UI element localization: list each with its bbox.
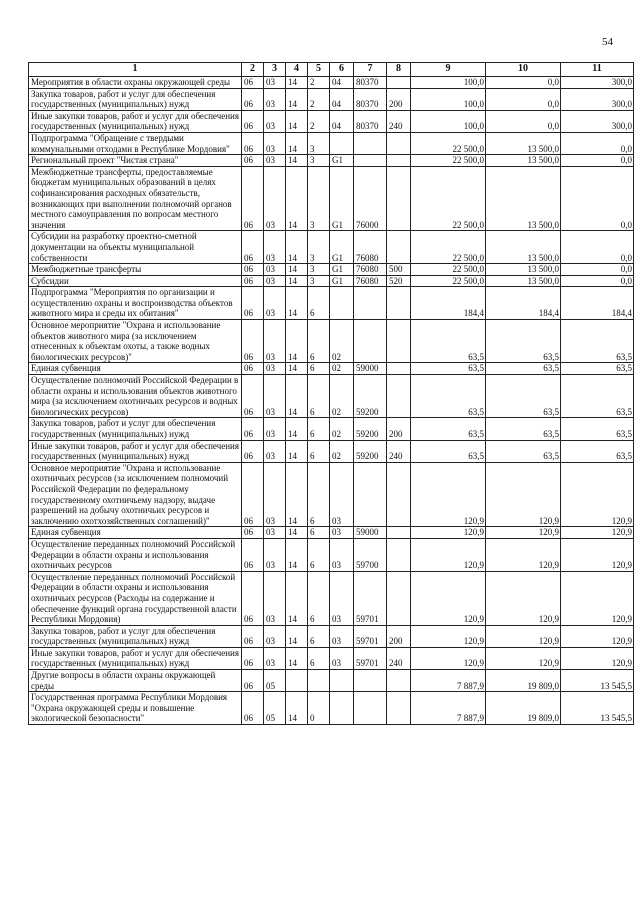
cell-name: Другие вопросы в области охраны окружающей среды — [29, 670, 242, 692]
cell-name: Единая субвенция — [29, 527, 242, 539]
cell-subsection: 03 — [264, 538, 286, 571]
cell-name: Региональный проект "Чистая страна" — [29, 155, 242, 167]
table-row — [29, 647, 634, 669]
cell-amount-3: 0,0 — [561, 264, 634, 276]
cell-amount-2: 13 500,0 — [486, 275, 561, 287]
cell-section: 06 — [242, 77, 264, 89]
cell-section: 06 — [242, 538, 264, 571]
cell-activity: 04 — [330, 88, 354, 110]
table-row — [29, 287, 634, 320]
table-row — [29, 462, 634, 527]
cell-direction: 59701 — [354, 571, 387, 625]
table-row — [29, 231, 634, 264]
cell-section: 06 — [242, 625, 264, 647]
cell-amount-3: 13 545,5 — [561, 692, 634, 725]
cell-subprogram: 6 — [308, 287, 330, 320]
cell-amount-1: 22 500,0 — [411, 231, 486, 264]
cell-direction: 80370 — [354, 77, 387, 89]
cell-subprogram: 6 — [308, 625, 330, 647]
cell-subprogram: 6 — [308, 462, 330, 527]
column-header: 9 — [411, 63, 486, 77]
cell-name: Основное мероприятие "Охрана и использование охотничьих ресурсов (за исключением полномочий Российской Федерации по федеральному государственному охотничьему надзору, выдаче разрешений на добычу охотничьих ресурсов и заключению охотхозяйственных соглашений)" — [29, 462, 242, 527]
cell-program: 14 — [286, 320, 308, 363]
cell-amount-1: 7 887,9 — [411, 692, 486, 725]
cell-program: 14 — [286, 77, 308, 89]
cell-amount-3: 63,5 — [561, 418, 634, 440]
cell-section: 06 — [242, 166, 264, 231]
cell-subprogram: 6 — [308, 363, 330, 375]
cell-subprogram: 6 — [308, 647, 330, 669]
column-header: 6 — [330, 63, 354, 77]
cell-program: 14 — [286, 363, 308, 375]
cell-expense-type — [387, 77, 411, 89]
cell-direction — [354, 132, 387, 154]
cell-program — [286, 670, 308, 692]
cell-subsection: 03 — [264, 166, 286, 231]
cell-name: Межбюджетные трансферты, предоставляемые бюджетам муниципальных образований в целях софинансирования расходных обязательств, возникающих при выполнении полномочий органов местного самоуправления по вопросам местного значения — [29, 166, 242, 231]
cell-amount-1: 120,9 — [411, 647, 486, 669]
cell-expense-type — [387, 155, 411, 167]
cell-expense-type: 240 — [387, 110, 411, 132]
table-row — [29, 538, 634, 571]
table-row — [29, 155, 634, 167]
cell-subprogram: 3 — [308, 132, 330, 154]
cell-amount-2: 63,5 — [486, 375, 561, 418]
cell-section: 06 — [242, 462, 264, 527]
cell-subprogram: 2 — [308, 77, 330, 89]
cell-name: Субсидии на разработку проектно-сметной документации на объекты муниципальной собственности — [29, 231, 242, 264]
cell-amount-2: 13 500,0 — [486, 155, 561, 167]
cell-subsection: 03 — [264, 625, 286, 647]
cell-amount-3: 13 545,5 — [561, 670, 634, 692]
cell-program: 14 — [286, 538, 308, 571]
cell-amount-1: 120,9 — [411, 538, 486, 571]
table-row — [29, 166, 634, 231]
cell-section: 06 — [242, 231, 264, 264]
cell-section: 06 — [242, 418, 264, 440]
cell-amount-2: 0,0 — [486, 110, 561, 132]
cell-amount-2: 13 500,0 — [486, 166, 561, 231]
cell-activity: G1 — [330, 231, 354, 264]
cell-amount-3: 120,9 — [561, 462, 634, 527]
cell-program: 14 — [286, 527, 308, 539]
cell-activity: 03 — [330, 647, 354, 669]
cell-expense-type: 200 — [387, 88, 411, 110]
cell-direction — [354, 155, 387, 167]
cell-amount-2: 120,9 — [486, 625, 561, 647]
cell-direction — [354, 462, 387, 527]
cell-expense-type: 500 — [387, 264, 411, 276]
cell-amount-3: 0,0 — [561, 155, 634, 167]
table-row — [29, 625, 634, 647]
cell-name: Единая субвенция — [29, 363, 242, 375]
cell-amount-1: 63,5 — [411, 375, 486, 418]
cell-subsection: 03 — [264, 571, 286, 625]
cell-amount-2: 63,5 — [486, 418, 561, 440]
cell-amount-2: 63,5 — [486, 320, 561, 363]
cell-activity: 03 — [330, 625, 354, 647]
cell-activity: 02 — [330, 418, 354, 440]
cell-direction: 80370 — [354, 110, 387, 132]
column-header: 2 — [242, 63, 264, 77]
cell-activity: 03 — [330, 527, 354, 539]
cell-program: 14 — [286, 166, 308, 231]
cell-amount-2: 120,9 — [486, 538, 561, 571]
cell-expense-type — [387, 363, 411, 375]
cell-program: 14 — [286, 625, 308, 647]
cell-section: 06 — [242, 527, 264, 539]
table-row — [29, 692, 634, 725]
cell-amount-3: 120,9 — [561, 625, 634, 647]
cell-amount-3: 120,9 — [561, 538, 634, 571]
table-body — [29, 77, 634, 725]
cell-amount-3: 0,0 — [561, 231, 634, 264]
cell-name: Закупка товаров, работ и услуг для обеспечения государственных (муниципальных) нужд — [29, 625, 242, 647]
cell-expense-type — [387, 375, 411, 418]
cell-subprogram: 6 — [308, 440, 330, 462]
cell-section: 06 — [242, 132, 264, 154]
cell-amount-3: 0,0 — [561, 132, 634, 154]
cell-amount-2: 0,0 — [486, 88, 561, 110]
cell-subsection: 03 — [264, 440, 286, 462]
cell-name: Государственная программа Республики Мордовия "Охрана окружающей среды и повышение экологической безопасности" — [29, 692, 242, 725]
cell-program: 14 — [286, 231, 308, 264]
cell-expense-type — [387, 231, 411, 264]
cell-amount-1: 120,9 — [411, 527, 486, 539]
cell-expense-type: 240 — [387, 440, 411, 462]
cell-amount-1: 100,0 — [411, 88, 486, 110]
cell-program: 14 — [286, 375, 308, 418]
cell-amount-1: 63,5 — [411, 320, 486, 363]
cell-amount-3: 120,9 — [561, 571, 634, 625]
cell-amount-1: 100,0 — [411, 110, 486, 132]
cell-subprogram: 6 — [308, 320, 330, 363]
cell-amount-2: 120,9 — [486, 647, 561, 669]
cell-section: 06 — [242, 440, 264, 462]
column-header: 8 — [387, 63, 411, 77]
cell-program: 14 — [286, 462, 308, 527]
cell-amount-1: 120,9 — [411, 462, 486, 527]
cell-activity — [330, 692, 354, 725]
cell-amount-3: 120,9 — [561, 527, 634, 539]
cell-direction: 59700 — [354, 538, 387, 571]
cell-expense-type — [387, 670, 411, 692]
column-header: 5 — [308, 63, 330, 77]
table-row — [29, 320, 634, 363]
cell-subprogram: 2 — [308, 88, 330, 110]
cell-subsection: 03 — [264, 275, 286, 287]
cell-subprogram: 0 — [308, 692, 330, 725]
cell-amount-2: 120,9 — [486, 571, 561, 625]
cell-section: 06 — [242, 692, 264, 725]
cell-section: 06 — [242, 571, 264, 625]
column-header: 1 — [29, 63, 242, 77]
table-row — [29, 110, 634, 132]
cell-expense-type — [387, 462, 411, 527]
cell-amount-3: 300,0 — [561, 110, 634, 132]
cell-name: Субсидии — [29, 275, 242, 287]
cell-amount-1: 120,9 — [411, 571, 486, 625]
cell-amount-3: 184,4 — [561, 287, 634, 320]
cell-section: 06 — [242, 275, 264, 287]
cell-name: Осуществление полномочий Российской Федерации в области охраны и использования объектов животного мира (за исключением охотничьих ресурсов и водных биологических ресурсов) — [29, 375, 242, 418]
cell-direction: 59701 — [354, 625, 387, 647]
cell-amount-3: 120,9 — [561, 647, 634, 669]
cell-direction: 76080 — [354, 264, 387, 276]
cell-section: 06 — [242, 88, 264, 110]
cell-direction: 59200 — [354, 418, 387, 440]
cell-subprogram: 6 — [308, 418, 330, 440]
budget-table — [28, 62, 634, 725]
cell-program: 14 — [286, 264, 308, 276]
cell-program: 14 — [286, 418, 308, 440]
cell-expense-type — [387, 571, 411, 625]
cell-amount-1: 22 500,0 — [411, 166, 486, 231]
cell-name: Иные закупки товаров, работ и услуг для обеспечения государственных (муниципальных) нужд — [29, 647, 242, 669]
cell-amount-3: 63,5 — [561, 375, 634, 418]
cell-subsection: 03 — [264, 77, 286, 89]
cell-activity: G1 — [330, 166, 354, 231]
cell-name: Осуществление переданных полномочий Российской Федерации в области охраны и использования охотничьих ресурсов — [29, 538, 242, 571]
cell-activity: 03 — [330, 571, 354, 625]
cell-name: Подпрограмма "Мероприятия по организации и осуществлению охраны и воспроизводства объектов животного мира и среды их обитания" — [29, 287, 242, 320]
cell-subsection: 05 — [264, 692, 286, 725]
column-header: 3 — [264, 63, 286, 77]
cell-subsection: 03 — [264, 155, 286, 167]
table-row — [29, 571, 634, 625]
cell-program: 14 — [286, 440, 308, 462]
cell-amount-3: 63,5 — [561, 320, 634, 363]
cell-amount-3: 63,5 — [561, 440, 634, 462]
cell-name: Закупка товаров, работ и услуг для обеспечения государственных (муниципальных) нужд — [29, 88, 242, 110]
table-row — [29, 88, 634, 110]
cell-subprogram: 3 — [308, 155, 330, 167]
cell-section: 06 — [242, 375, 264, 418]
cell-amount-3: 63,5 — [561, 363, 634, 375]
cell-expense-type — [387, 166, 411, 231]
cell-amount-1: 63,5 — [411, 418, 486, 440]
cell-amount-2: 19 809,0 — [486, 670, 561, 692]
header-row — [29, 63, 634, 77]
cell-amount-1: 22 500,0 — [411, 275, 486, 287]
table-row — [29, 440, 634, 462]
cell-subprogram: 6 — [308, 571, 330, 625]
cell-amount-1: 63,5 — [411, 363, 486, 375]
cell-activity: 02 — [330, 375, 354, 418]
cell-amount-2: 120,9 — [486, 527, 561, 539]
cell-direction: 76080 — [354, 231, 387, 264]
cell-subsection: 03 — [264, 527, 286, 539]
cell-direction — [354, 320, 387, 363]
cell-amount-3: 300,0 — [561, 77, 634, 89]
cell-amount-1: 120,9 — [411, 625, 486, 647]
cell-activity: 02 — [330, 363, 354, 375]
cell-section: 06 — [242, 647, 264, 669]
cell-name: Мероприятия в области охраны окружающей среды — [29, 77, 242, 89]
table-row — [29, 363, 634, 375]
cell-activity: 03 — [330, 462, 354, 527]
cell-expense-type — [387, 320, 411, 363]
cell-program: 14 — [286, 287, 308, 320]
cell-amount-3: 0,0 — [561, 275, 634, 287]
cell-direction — [354, 287, 387, 320]
cell-section: 06 — [242, 670, 264, 692]
cell-section: 06 — [242, 155, 264, 167]
cell-direction: 59200 — [354, 440, 387, 462]
column-header: 7 — [354, 63, 387, 77]
cell-amount-1: 184,4 — [411, 287, 486, 320]
cell-subsection: 03 — [264, 110, 286, 132]
cell-direction: 59000 — [354, 527, 387, 539]
column-header: 4 — [286, 63, 308, 77]
table-row — [29, 418, 634, 440]
cell-subprogram: 3 — [308, 231, 330, 264]
cell-amount-2: 19 809,0 — [486, 692, 561, 725]
cell-amount-3: 0,0 — [561, 166, 634, 231]
cell-subsection: 03 — [264, 264, 286, 276]
page-number: 54 — [602, 36, 613, 48]
cell-expense-type — [387, 692, 411, 725]
cell-subprogram: 2 — [308, 110, 330, 132]
cell-subprogram: 6 — [308, 538, 330, 571]
cell-amount-1: 22 500,0 — [411, 264, 486, 276]
column-header: 10 — [486, 63, 561, 77]
cell-subsection: 03 — [264, 88, 286, 110]
cell-name: Иные закупки товаров, работ и услуг для обеспечения государственных (муниципальных) нужд — [29, 110, 242, 132]
cell-program: 14 — [286, 88, 308, 110]
cell-expense-type: 200 — [387, 418, 411, 440]
cell-expense-type — [387, 287, 411, 320]
cell-direction: 76080 — [354, 275, 387, 287]
cell-amount-1: 63,5 — [411, 440, 486, 462]
cell-amount-1: 22 500,0 — [411, 132, 486, 154]
cell-program: 14 — [286, 571, 308, 625]
cell-program: 14 — [286, 692, 308, 725]
cell-direction: 59000 — [354, 363, 387, 375]
cell-program: 14 — [286, 110, 308, 132]
cell-subsection: 03 — [264, 647, 286, 669]
cell-program: 14 — [286, 647, 308, 669]
cell-amount-2: 13 500,0 — [486, 231, 561, 264]
cell-subsection: 03 — [264, 418, 286, 440]
cell-activity: 04 — [330, 77, 354, 89]
cell-activity: 04 — [330, 110, 354, 132]
cell-expense-type — [387, 132, 411, 154]
cell-section: 06 — [242, 110, 264, 132]
cell-expense-type: 200 — [387, 625, 411, 647]
cell-program: 14 — [286, 155, 308, 167]
cell-activity: G1 — [330, 264, 354, 276]
cell-subsection: 03 — [264, 231, 286, 264]
cell-amount-3: 300,0 — [561, 88, 634, 110]
cell-activity — [330, 670, 354, 692]
table-row — [29, 527, 634, 539]
cell-amount-2: 184,4 — [486, 287, 561, 320]
cell-activity: 02 — [330, 440, 354, 462]
cell-name: Иные закупки товаров, работ и услуг для обеспечения государственных (муниципальных) нужд — [29, 440, 242, 462]
cell-subsection: 03 — [264, 320, 286, 363]
cell-subprogram: 3 — [308, 264, 330, 276]
cell-amount-1: 7 887,9 — [411, 670, 486, 692]
cell-name: Закупка товаров, работ и услуг для обеспечения государственных (муниципальных) нужд — [29, 418, 242, 440]
cell-expense-type — [387, 538, 411, 571]
cell-subprogram: 6 — [308, 527, 330, 539]
cell-expense-type: 240 — [387, 647, 411, 669]
table-row — [29, 77, 634, 89]
table-row — [29, 670, 634, 692]
cell-program: 14 — [286, 275, 308, 287]
cell-activity: G1 — [330, 155, 354, 167]
table-row — [29, 132, 634, 154]
cell-direction — [354, 670, 387, 692]
cell-name: Основное мероприятие "Охрана и использование объектов животного мира (за исключением отнесенных к объектам охоты, а также водных биологических ресурсов)" — [29, 320, 242, 363]
cell-direction: 59701 — [354, 647, 387, 669]
cell-activity — [330, 287, 354, 320]
table-row — [29, 275, 634, 287]
cell-amount-2: 63,5 — [486, 363, 561, 375]
table-row — [29, 264, 634, 276]
cell-subsection: 03 — [264, 132, 286, 154]
cell-subsection: 05 — [264, 670, 286, 692]
cell-section: 06 — [242, 363, 264, 375]
cell-amount-2: 13 500,0 — [486, 264, 561, 276]
cell-section: 06 — [242, 264, 264, 276]
cell-program: 14 — [286, 132, 308, 154]
cell-subsection: 03 — [264, 287, 286, 320]
cell-direction — [354, 692, 387, 725]
cell-subsection: 03 — [264, 363, 286, 375]
column-header: 11 — [561, 63, 634, 77]
cell-subprogram — [308, 670, 330, 692]
cell-name: Межбюджетные трансферты — [29, 264, 242, 276]
cell-activity: 02 — [330, 320, 354, 363]
cell-activity: G1 — [330, 275, 354, 287]
cell-subprogram: 3 — [308, 166, 330, 231]
cell-expense-type: 520 — [387, 275, 411, 287]
cell-section: 06 — [242, 287, 264, 320]
cell-subprogram: 6 — [308, 375, 330, 418]
cell-activity — [330, 132, 354, 154]
table-row — [29, 375, 634, 418]
cell-amount-2: 120,9 — [486, 462, 561, 527]
cell-amount-2: 0,0 — [486, 77, 561, 89]
cell-amount-1: 22 500,0 — [411, 155, 486, 167]
cell-expense-type — [387, 527, 411, 539]
cell-amount-1: 100,0 — [411, 77, 486, 89]
cell-amount-2: 63,5 — [486, 440, 561, 462]
cell-subsection: 03 — [264, 375, 286, 418]
cell-direction: 76000 — [354, 166, 387, 231]
cell-name: Осуществление переданных полномочий Российской Федерации в области охраны и использования охотничьих ресурсов (Расходы на содержание и обеспечение функций органа государственной власти Республики Мордовия) — [29, 571, 242, 625]
cell-activity: 03 — [330, 538, 354, 571]
cell-section: 06 — [242, 320, 264, 363]
cell-direction: 80370 — [354, 88, 387, 110]
cell-name: Подпрограмма "Обращение с твердыми коммунальными отходами в Республике Мордовия" — [29, 132, 242, 154]
cell-subsection: 03 — [264, 462, 286, 527]
cell-subprogram: 3 — [308, 275, 330, 287]
cell-direction: 59200 — [354, 375, 387, 418]
cell-amount-2: 13 500,0 — [486, 132, 561, 154]
